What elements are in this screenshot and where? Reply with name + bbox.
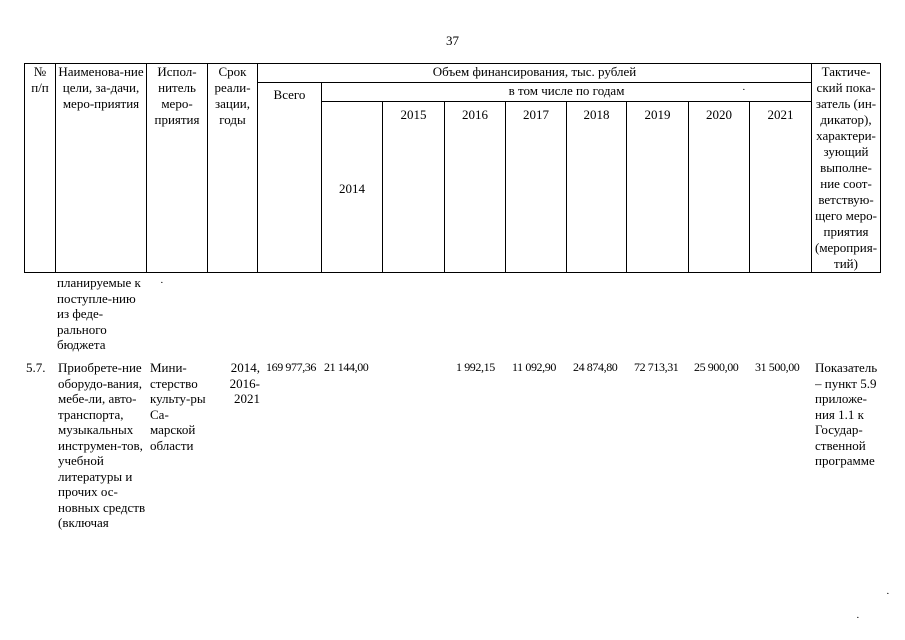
row-indicator: Показатель – пункт 5.9 приложе-ния 1.1 к Государ-ственной программе <box>815 360 878 468</box>
row-y2018: 24 874,80 <box>573 360 618 374</box>
row-term: 2014, 2016-2021 <box>229 360 260 406</box>
row-y2017: 11 092,90 <box>512 360 556 374</box>
header-funding: Объем финансирования, тыс. рублей <box>258 64 812 83</box>
row-y2019: 72 713,31 <box>634 360 679 374</box>
header-year: 2015 <box>383 102 445 273</box>
row-y2021: 31 500,00 <box>755 360 800 374</box>
header-no: № п/п <box>25 64 56 273</box>
header-year: 2021 <box>750 102 812 273</box>
header-indicator: Тактиче-ский пока-затель (ин-дикатор), характери-зующий выполне-ние соот-ветствую-щего меро-приятия (мероприя-тий) <box>812 64 881 273</box>
header-executor: Испол-нитель меро-приятия <box>147 64 208 273</box>
page-number: 37 <box>446 33 459 48</box>
header-year: 2017 <box>506 102 567 273</box>
row-name: Приобрете-ние оборудо-вания, мебе-ли, авто-транспорта, музыкальных инструмен-тов, учебной литературы и прочих ос-новных средств (включая <box>58 360 146 530</box>
stray-mark: · <box>742 84 746 96</box>
header-year: 2018 <box>567 102 627 273</box>
header-total: Всего <box>258 83 322 273</box>
stray-mark: · <box>160 277 164 289</box>
header-year: 2020 <box>689 102 750 273</box>
row-y2014: 21 144,00 <box>324 360 369 374</box>
row-y2016: 1 992,15 <box>456 360 495 374</box>
header-year: 2016 <box>445 102 506 273</box>
stray-mark: · <box>886 588 890 600</box>
header-year: 2019 <box>627 102 689 273</box>
row-total: 169 977,36 <box>266 360 317 374</box>
header-by-years: в том числе по годам <box>322 83 812 102</box>
row-executor: Мини-стерство культу-ры Са-марской области <box>150 360 206 453</box>
header-name: Наименова-ние цели, за-дачи, меро-приятия <box>56 64 147 273</box>
row-y2020: 25 900,00 <box>694 360 739 374</box>
stray-mark: · <box>856 612 860 624</box>
row-number: 5.7. <box>26 360 46 375</box>
header-year: 2014 <box>322 102 383 273</box>
header-term: Срок реали-зации, годы <box>208 64 258 273</box>
continuation-text: планируемые к поступле-нию из феде-рального бюджета <box>57 275 141 352</box>
financing-table <box>24 63 881 273</box>
